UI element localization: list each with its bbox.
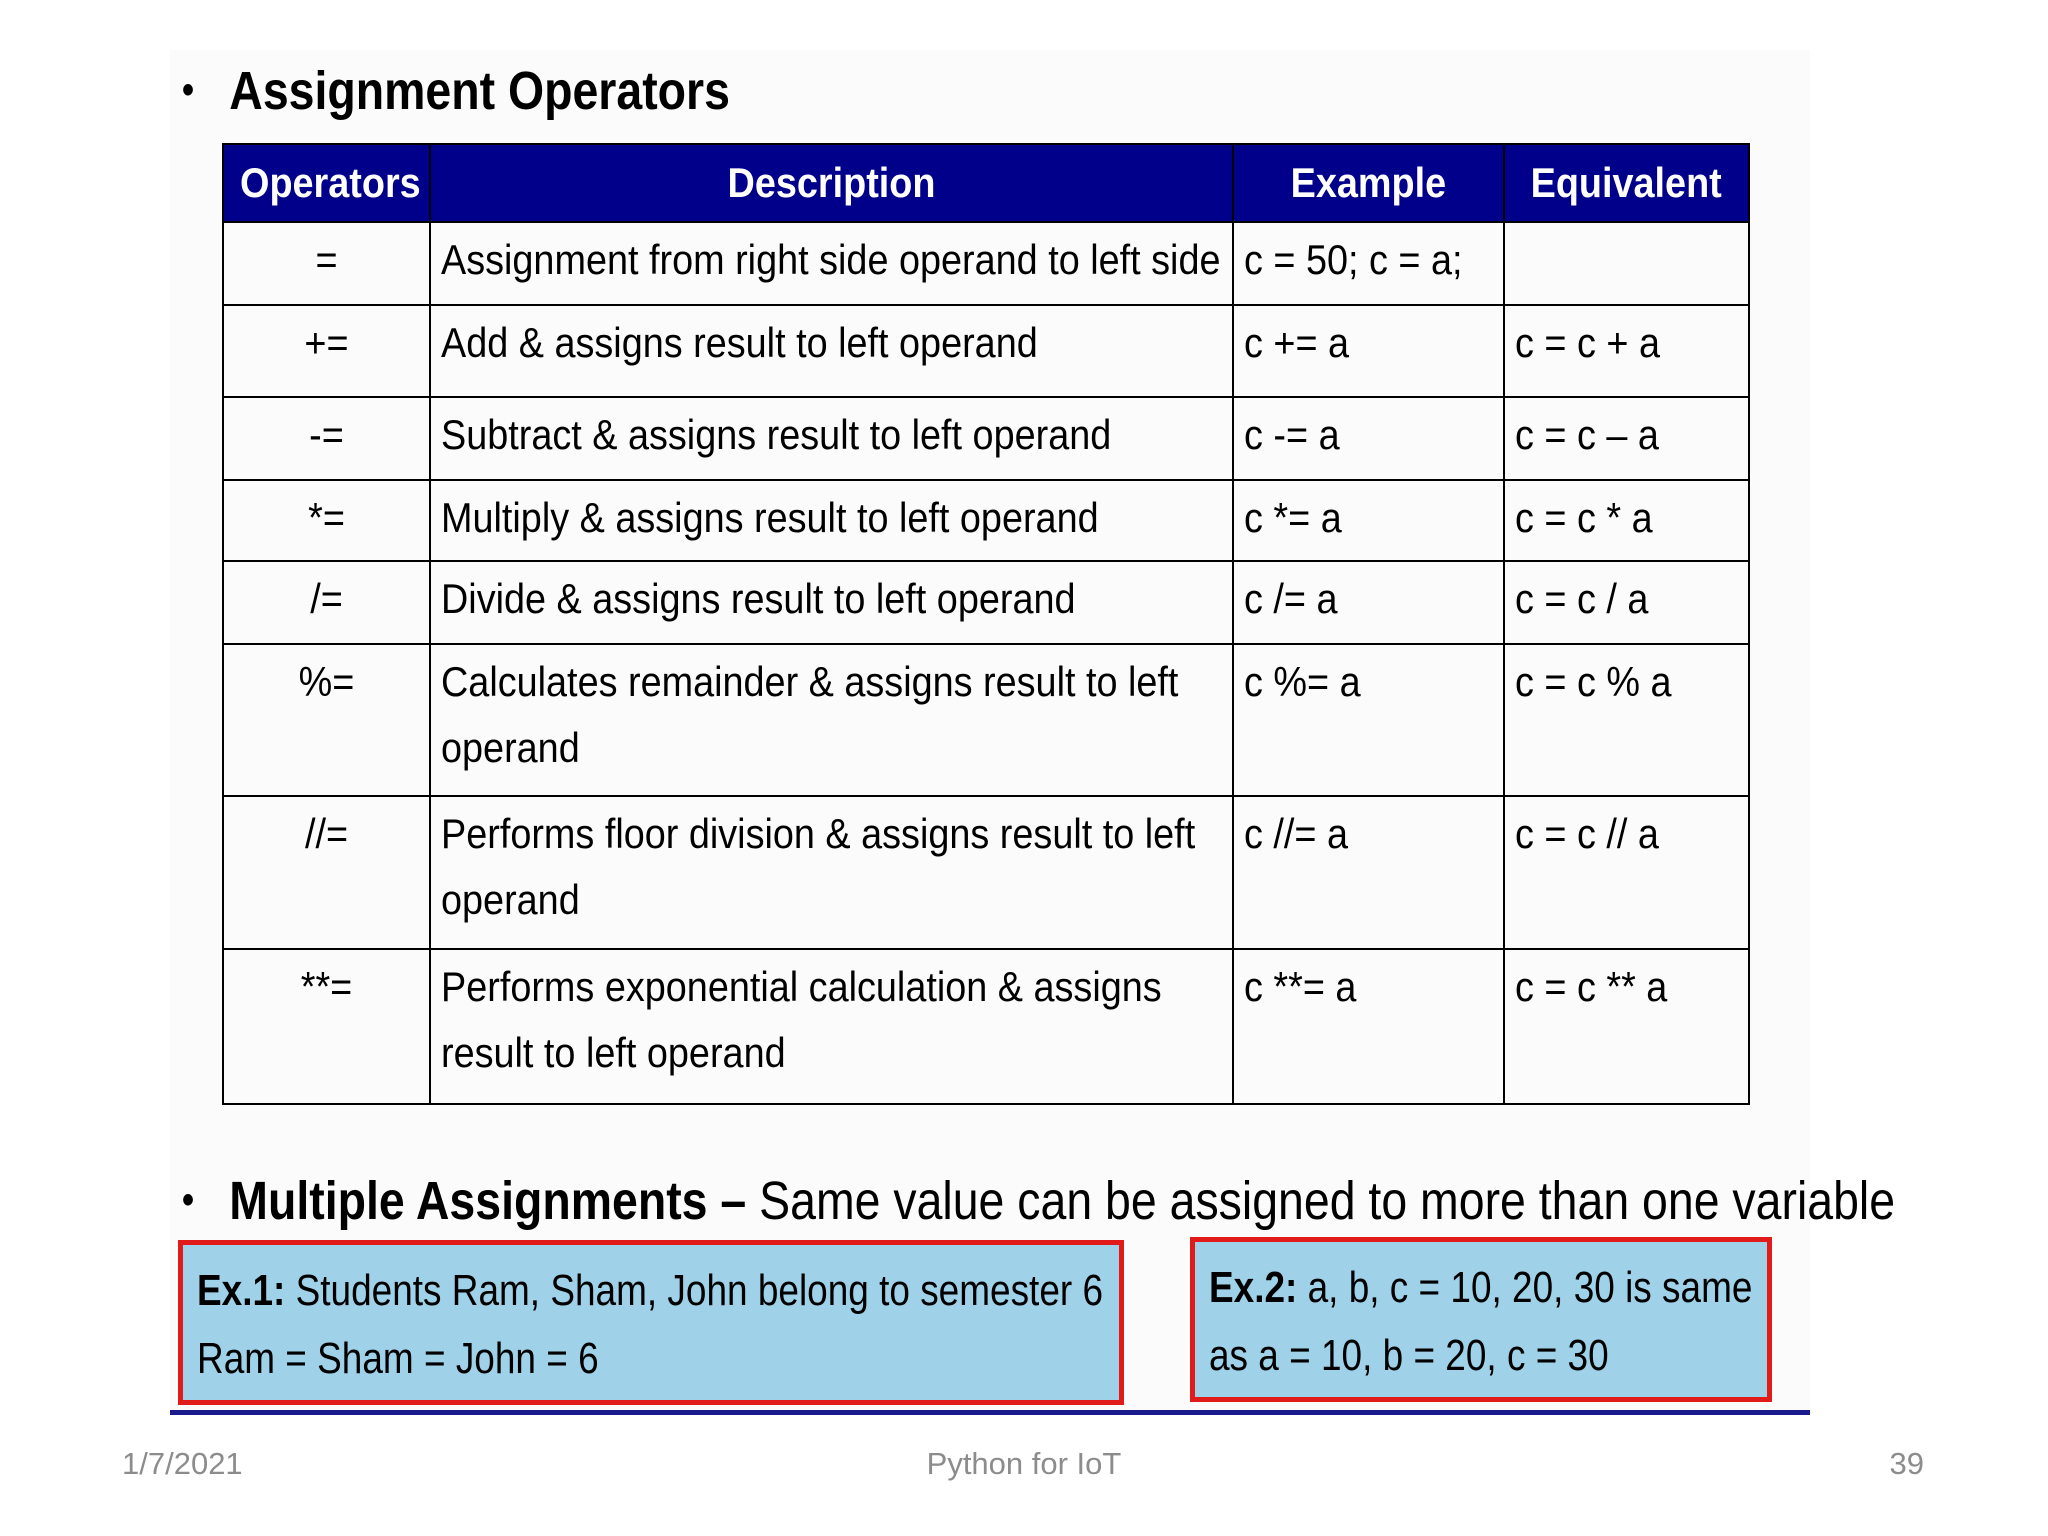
example-cell: c *= a	[1233, 480, 1504, 561]
example-1-label: Ex.1:	[197, 1266, 286, 1315]
heading-text: Assignment Operators	[229, 61, 730, 121]
example-2-text: a, b, c = 10, 20, 30 is same	[1297, 1263, 1753, 1312]
example-cell: c = 50; c = a;	[1233, 222, 1504, 305]
operator-cell: //=	[223, 796, 430, 949]
equivalent-cell: c = c + a	[1504, 305, 1749, 397]
heading-description: Same value can be assigned to more than one variable	[746, 1171, 1896, 1231]
description-cell: Multiply & assigns result to left operand	[430, 480, 1233, 561]
heading-multiple-assignments	[182, 1170, 1895, 1232]
example-cell: c %= a	[1233, 644, 1504, 796]
example-cell: c /= a	[1233, 561, 1504, 644]
description-cell: Assignment from right side operand to left side	[430, 222, 1233, 305]
example-1-line-1	[197, 1257, 1104, 1325]
footer-title: Python for IoT	[926, 1446, 1122, 1481]
example-1-text: Students Ram, Sham, John belong to semester 6	[285, 1266, 1104, 1315]
description-cell: Performs floor division & assigns result to left operand	[430, 796, 1233, 949]
operator-cell: +=	[223, 305, 430, 397]
column-header: Equivalent	[1504, 144, 1749, 222]
description-cell: Calculates remainder & assigns result to left operand	[430, 644, 1233, 796]
table-row	[223, 305, 1749, 397]
bullet-icon: •	[182, 68, 195, 112]
equivalent-cell: c = c // a	[1504, 796, 1749, 949]
equivalent-cell: c = c * a	[1504, 480, 1749, 561]
table-row	[223, 480, 1749, 561]
bullet-icon: •	[182, 1178, 195, 1222]
table-row	[223, 397, 1749, 480]
operator-cell: **=	[223, 949, 430, 1104]
footer-date: 1/7/2021	[122, 1446, 243, 1481]
operator-cell: /=	[223, 561, 430, 644]
heading-assignment-operators	[182, 60, 730, 122]
example-cell: c += a	[1233, 305, 1504, 397]
operator-cell: -=	[223, 397, 430, 480]
footer-page-number: 39	[1889, 1446, 1924, 1481]
table-row	[223, 222, 1749, 305]
assignment-operators-table	[222, 143, 1750, 1105]
example-cell: c //= a	[1233, 796, 1504, 949]
example-box-2	[1190, 1237, 1772, 1402]
equivalent-cell: c = c – a	[1504, 397, 1749, 480]
equivalent-cell: c = c % a	[1504, 644, 1749, 796]
example-cell: c **= a	[1233, 949, 1504, 1104]
example-cell: c -= a	[1233, 397, 1504, 480]
description-cell: Performs exponential calculation & assigns result to left operand	[430, 949, 1233, 1104]
table-row	[223, 644, 1749, 796]
table-header-row	[223, 144, 1749, 222]
description-cell: Add & assigns result to left operand	[430, 305, 1233, 397]
operator-cell: =	[223, 222, 430, 305]
operator-cell: %=	[223, 644, 430, 796]
example-2-line-1	[1209, 1254, 1753, 1322]
table-row	[223, 561, 1749, 644]
example-2-line-2: as a = 10, b = 20, c = 30	[1209, 1331, 1609, 1380]
example-box-1	[178, 1240, 1124, 1405]
column-header: Description	[430, 144, 1233, 222]
bottom-divider	[170, 1410, 1810, 1415]
example-2-label: Ex.2:	[1209, 1263, 1298, 1312]
description-cell: Divide & assigns result to left operand	[430, 561, 1233, 644]
equivalent-cell	[1504, 222, 1749, 305]
equivalent-cell: c = c ** a	[1504, 949, 1749, 1104]
table-row	[223, 796, 1749, 949]
column-header: Operators	[223, 144, 430, 222]
equivalent-cell: c = c / a	[1504, 561, 1749, 644]
heading-bold-text: Multiple Assignments –	[229, 1171, 747, 1231]
table-row	[223, 949, 1749, 1104]
example-1-line-2: Ram = Sham = John = 6	[197, 1334, 599, 1383]
operator-cell: *=	[223, 480, 430, 561]
column-header: Example	[1233, 144, 1504, 222]
description-cell: Subtract & assigns result to left operand	[430, 397, 1233, 480]
